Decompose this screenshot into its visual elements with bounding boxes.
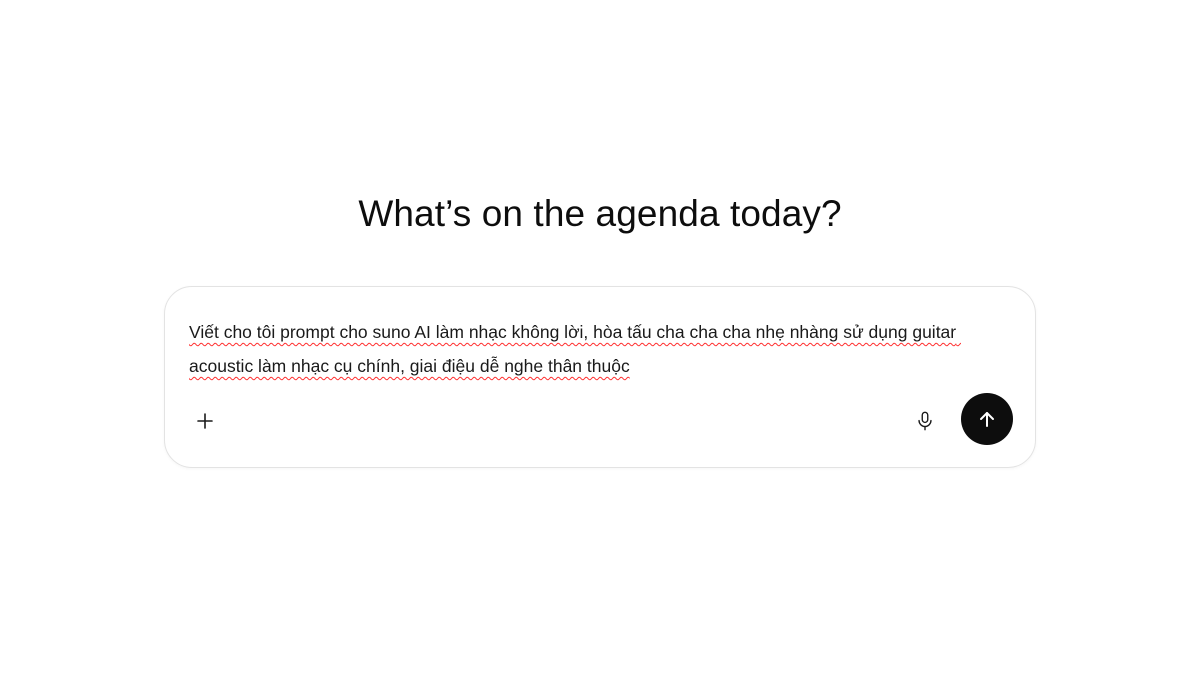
- plus-icon: [193, 409, 217, 433]
- add-attachment-button[interactable]: [185, 401, 225, 441]
- microphone-icon: [914, 410, 936, 432]
- page-title: What’s on the agenda today?: [358, 193, 842, 234]
- dictate-button[interactable]: [905, 401, 945, 441]
- prompt-input[interactable]: Viết cho tôi prompt cho suno AI làm nhạc không lời, hòa tấu cha cha cha nhẹ nhàng sử dụng guitar acoustic làm nhạc cụ chính, giai điệu dễ nghe thân thuộc: [189, 322, 961, 376]
- composer-toolbar: [165, 389, 1035, 467]
- arrow-up-icon: [975, 407, 999, 431]
- send-button[interactable]: [961, 393, 1013, 445]
- prompt-composer[interactable]: [164, 286, 1036, 468]
